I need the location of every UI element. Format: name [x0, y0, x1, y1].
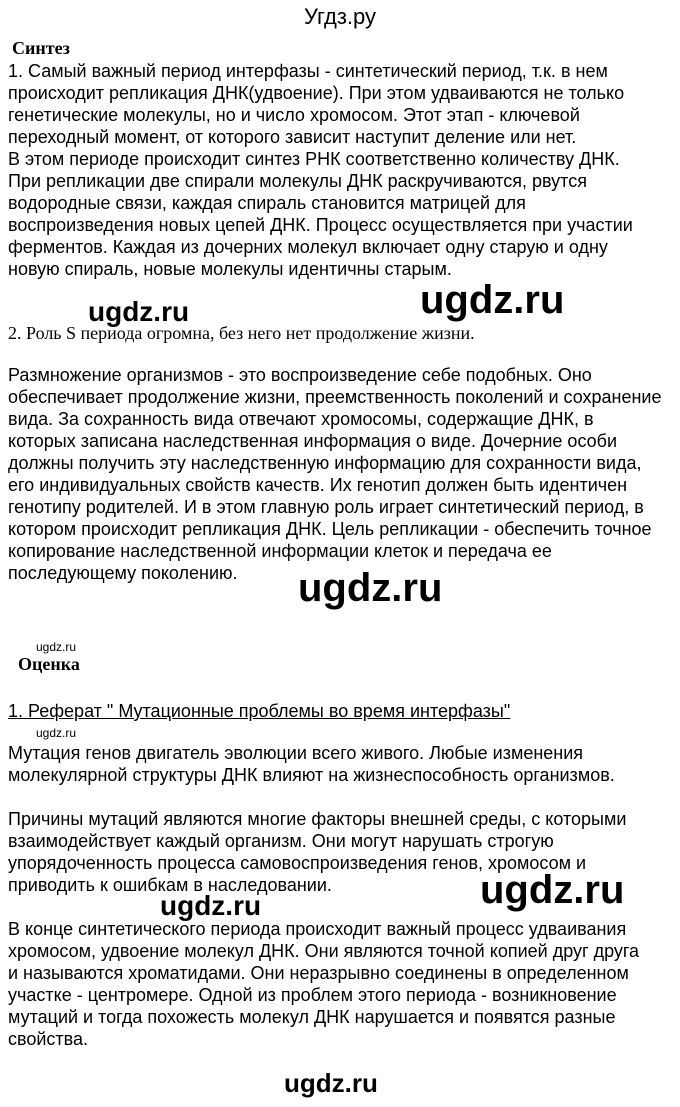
watermark: ugdz.ru: [298, 566, 443, 610]
text-line: должны получить эту наследственную информацию для сохранности вида,: [8, 453, 642, 473]
text-line: генотипу родителей. И в этом главную роль играет синтетический период, в: [8, 497, 644, 517]
text-line: генетические молекулы, но и число хромосом. Этот этап - ключевой: [8, 105, 580, 125]
text-line: новую спираль, новые молекулы идентичны старым.: [8, 259, 452, 279]
text-line: воспроизведения новых цепей ДНК. Процесс осуществляется при участии: [8, 215, 633, 235]
synthesis-paragraph-3: [8, 364, 662, 584]
text-line: Мутация генов двигатель эволюции всего живого. Любые изменения: [8, 743, 584, 763]
site-title: Угдз.ру: [303, 4, 377, 29]
watermark: ugdz.ru: [36, 640, 77, 654]
heading-synthesis: Синтез: [12, 38, 70, 58]
watermark: ugdz.ru: [36, 726, 77, 740]
watermark: ugdz.ru: [88, 296, 190, 327]
evaluation-paragraph-1: [8, 742, 615, 786]
text-line: свойства.: [8, 1029, 89, 1049]
text-line: В этом периоде происходит синтез РНК соответственно количеству ДНК.: [8, 149, 620, 169]
text-line: обеспечивает продолжение жизни, преемственность поколений и сохранение: [8, 387, 662, 407]
text-line: молекулярной структуры ДНК влияют на жизнеспособность организмов.: [8, 765, 615, 785]
text-line: участке - центромере. Одной из проблем этого периода - возникновение: [8, 985, 617, 1005]
synthesis-paragraph-1: [8, 60, 633, 280]
text-line: ферментов. Каждая из дочерних молекул включает одну старую и одну: [8, 237, 608, 257]
text-line: копирование наследственной информации клеток и передача ее: [8, 541, 552, 561]
evaluation-item-1: [8, 700, 510, 722]
evaluation-paragraph-3: [8, 918, 639, 1050]
text-line: и называются хроматидами. Они неразрывно соединены в определенном: [8, 963, 629, 983]
text-line: переходный момент, от которого зависит наступит деление или нет.: [8, 127, 577, 147]
text-line: котором происходит репликация ДНК. Цель репликации - обеспечить точное: [8, 519, 652, 539]
text-line: Причины мутаций являются многие факторы внешней среды, с которыми: [8, 809, 627, 829]
synthesis-paragraph-2: 2. Роль S периода огромна, без него нет продолжение жизни.: [8, 323, 475, 343]
text-line: В конце синтетического периода происходит важный процесс удваивания: [8, 919, 627, 939]
watermark: ugdz.ru: [480, 868, 625, 912]
heading-evaluation: Оценка: [18, 654, 80, 674]
text-line: взаимодействует каждый организм. Они могут нарушать строгую: [8, 831, 554, 851]
text-line: которых записана наследственная информация о виде. Дочерние особи: [8, 431, 618, 451]
text-line: упорядоченность процесса самовоспроизведения генов, хромосом и: [8, 853, 587, 873]
text-line: хромосом, удвоение молекул ДНК. Они являются точной копией друг друга: [8, 941, 640, 961]
text-line: приводить к ошибкам в наследовании.: [8, 875, 332, 895]
watermark: ugdz.ru: [284, 1068, 378, 1098]
watermark: ugdz.ru: [420, 278, 565, 322]
essay-title: 1. Реферат " Мутационные проблемы во время интерфазы": [8, 701, 511, 721]
text-line: вида. За сохранность вида отвечают хромосомы, содержащие ДНК, в: [8, 409, 594, 429]
text-line: При репликации две спирали молекулы ДНК раскручиваются, рвутся: [8, 171, 587, 191]
text-line: 1. Самый важный период интерфазы - синтетический период, т.к. в нем: [8, 61, 608, 81]
watermark: ugdz.ru: [160, 890, 262, 921]
text-line: Размножение организмов - это воспроизведение себе подобных. Оно: [8, 365, 592, 385]
text-line: мутаций и тогда похожесть молекул ДНК нарушается и появятся разные: [8, 1007, 616, 1027]
text-line: его индивидуальных свойств качеств. Их генотип должен быть идентичен: [8, 475, 628, 495]
text-line: происходит репликация ДНК(удвоение). При этом удваиваются не только: [8, 83, 625, 103]
text-line: последующему поколению.: [8, 563, 238, 583]
text-line: водородные связи, каждая спираль становится матрицей для: [8, 193, 526, 213]
